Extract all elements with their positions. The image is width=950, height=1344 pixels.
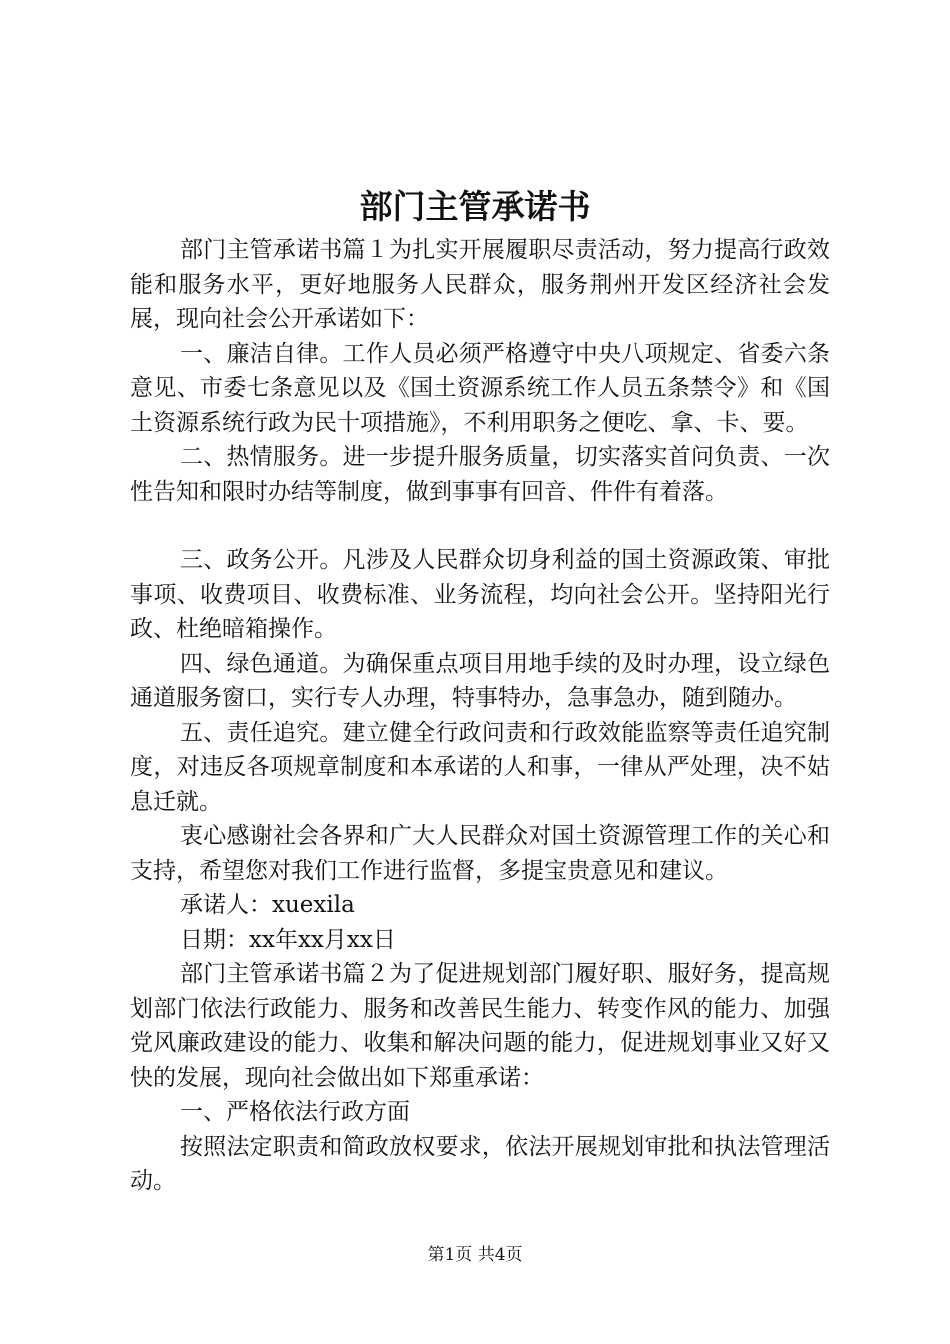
section-heading: 一、严格依法行政方面: [180, 1099, 410, 1125]
paragraph-item-1: 一、廉洁自律。工作人员必须严格遵守中央八项规定、省委六条意见、市委七条意见以及《国土资源系统工作人员五条禁令》和《国土资源系统行政为民十项措施》，不利用职务之便吃、拿、卡、要。: [130, 340, 830, 436]
document-title: 部门主管承诺书: [359, 187, 591, 226]
paragraph-item-5: 五、责任追究。建立健全行政问责和行政效能监察等责任追究制度，对违反各项规章制度和本承诺的人和事，一律从严处理，决不姑息迁就。: [130, 719, 830, 815]
paragraph-part-2-intro: 部门主管承诺书篇２为了促进规划部门履好职、服好务，提高规划部门依法行政能力、服务和改善民生能力、转变作风的能力、加强党风廉政建设的能力、收集和解决问题的能力，促进规划事业又好又快的发展，现向社会做出如下郑重承诺：: [130, 961, 830, 1091]
paragraph-intro: 部门主管承诺书篇１为扎实开展履职尽责活动，努力提高行政效能和服务水平，更好地服务人民群众，服务荆州开发区经济社会发展，现向社会公开承诺如下：: [130, 237, 830, 332]
paragraph-item-4: 四、绿色通道。为确保重点项目用地手续的及时办理，设立绿色通道服务窗口，实行专人办理，特事特办，急事急办，随到随办。: [130, 650, 830, 711]
paragraph-thanks: 衷心感谢社会各界和广大人民群众对国土资源管理工作的关心和支持，希望您对我们工作进行监督，多提宝贵意见和建议。: [130, 823, 830, 884]
paragraph-item-3: 三、政务公开。凡涉及人民群众切身利益的国土资源政策、审批事项、收费项目、收费标准、业务流程，均向社会公开。坚持阳光行政、杜绝暗箱操作。: [130, 547, 830, 642]
paragraph-part-2-body: 按照法定职责和简政放权要求，依法开展规划审批和执法管理活动。: [130, 1133, 830, 1194]
signatory-line: 承诺人：xuexila: [180, 892, 355, 918]
paragraph-item-2: 二、热情服务。进一步提升服务质量，切实落实首问负责、一次性告知和限时办结等制度，做到事事有回音、件件有着落。: [130, 444, 830, 505]
date-line: 日期：xx年xx月xx日: [180, 926, 396, 953]
document-body: [130, 233, 830, 1199]
page-footer: 第1页 共4页: [427, 1245, 523, 1265]
